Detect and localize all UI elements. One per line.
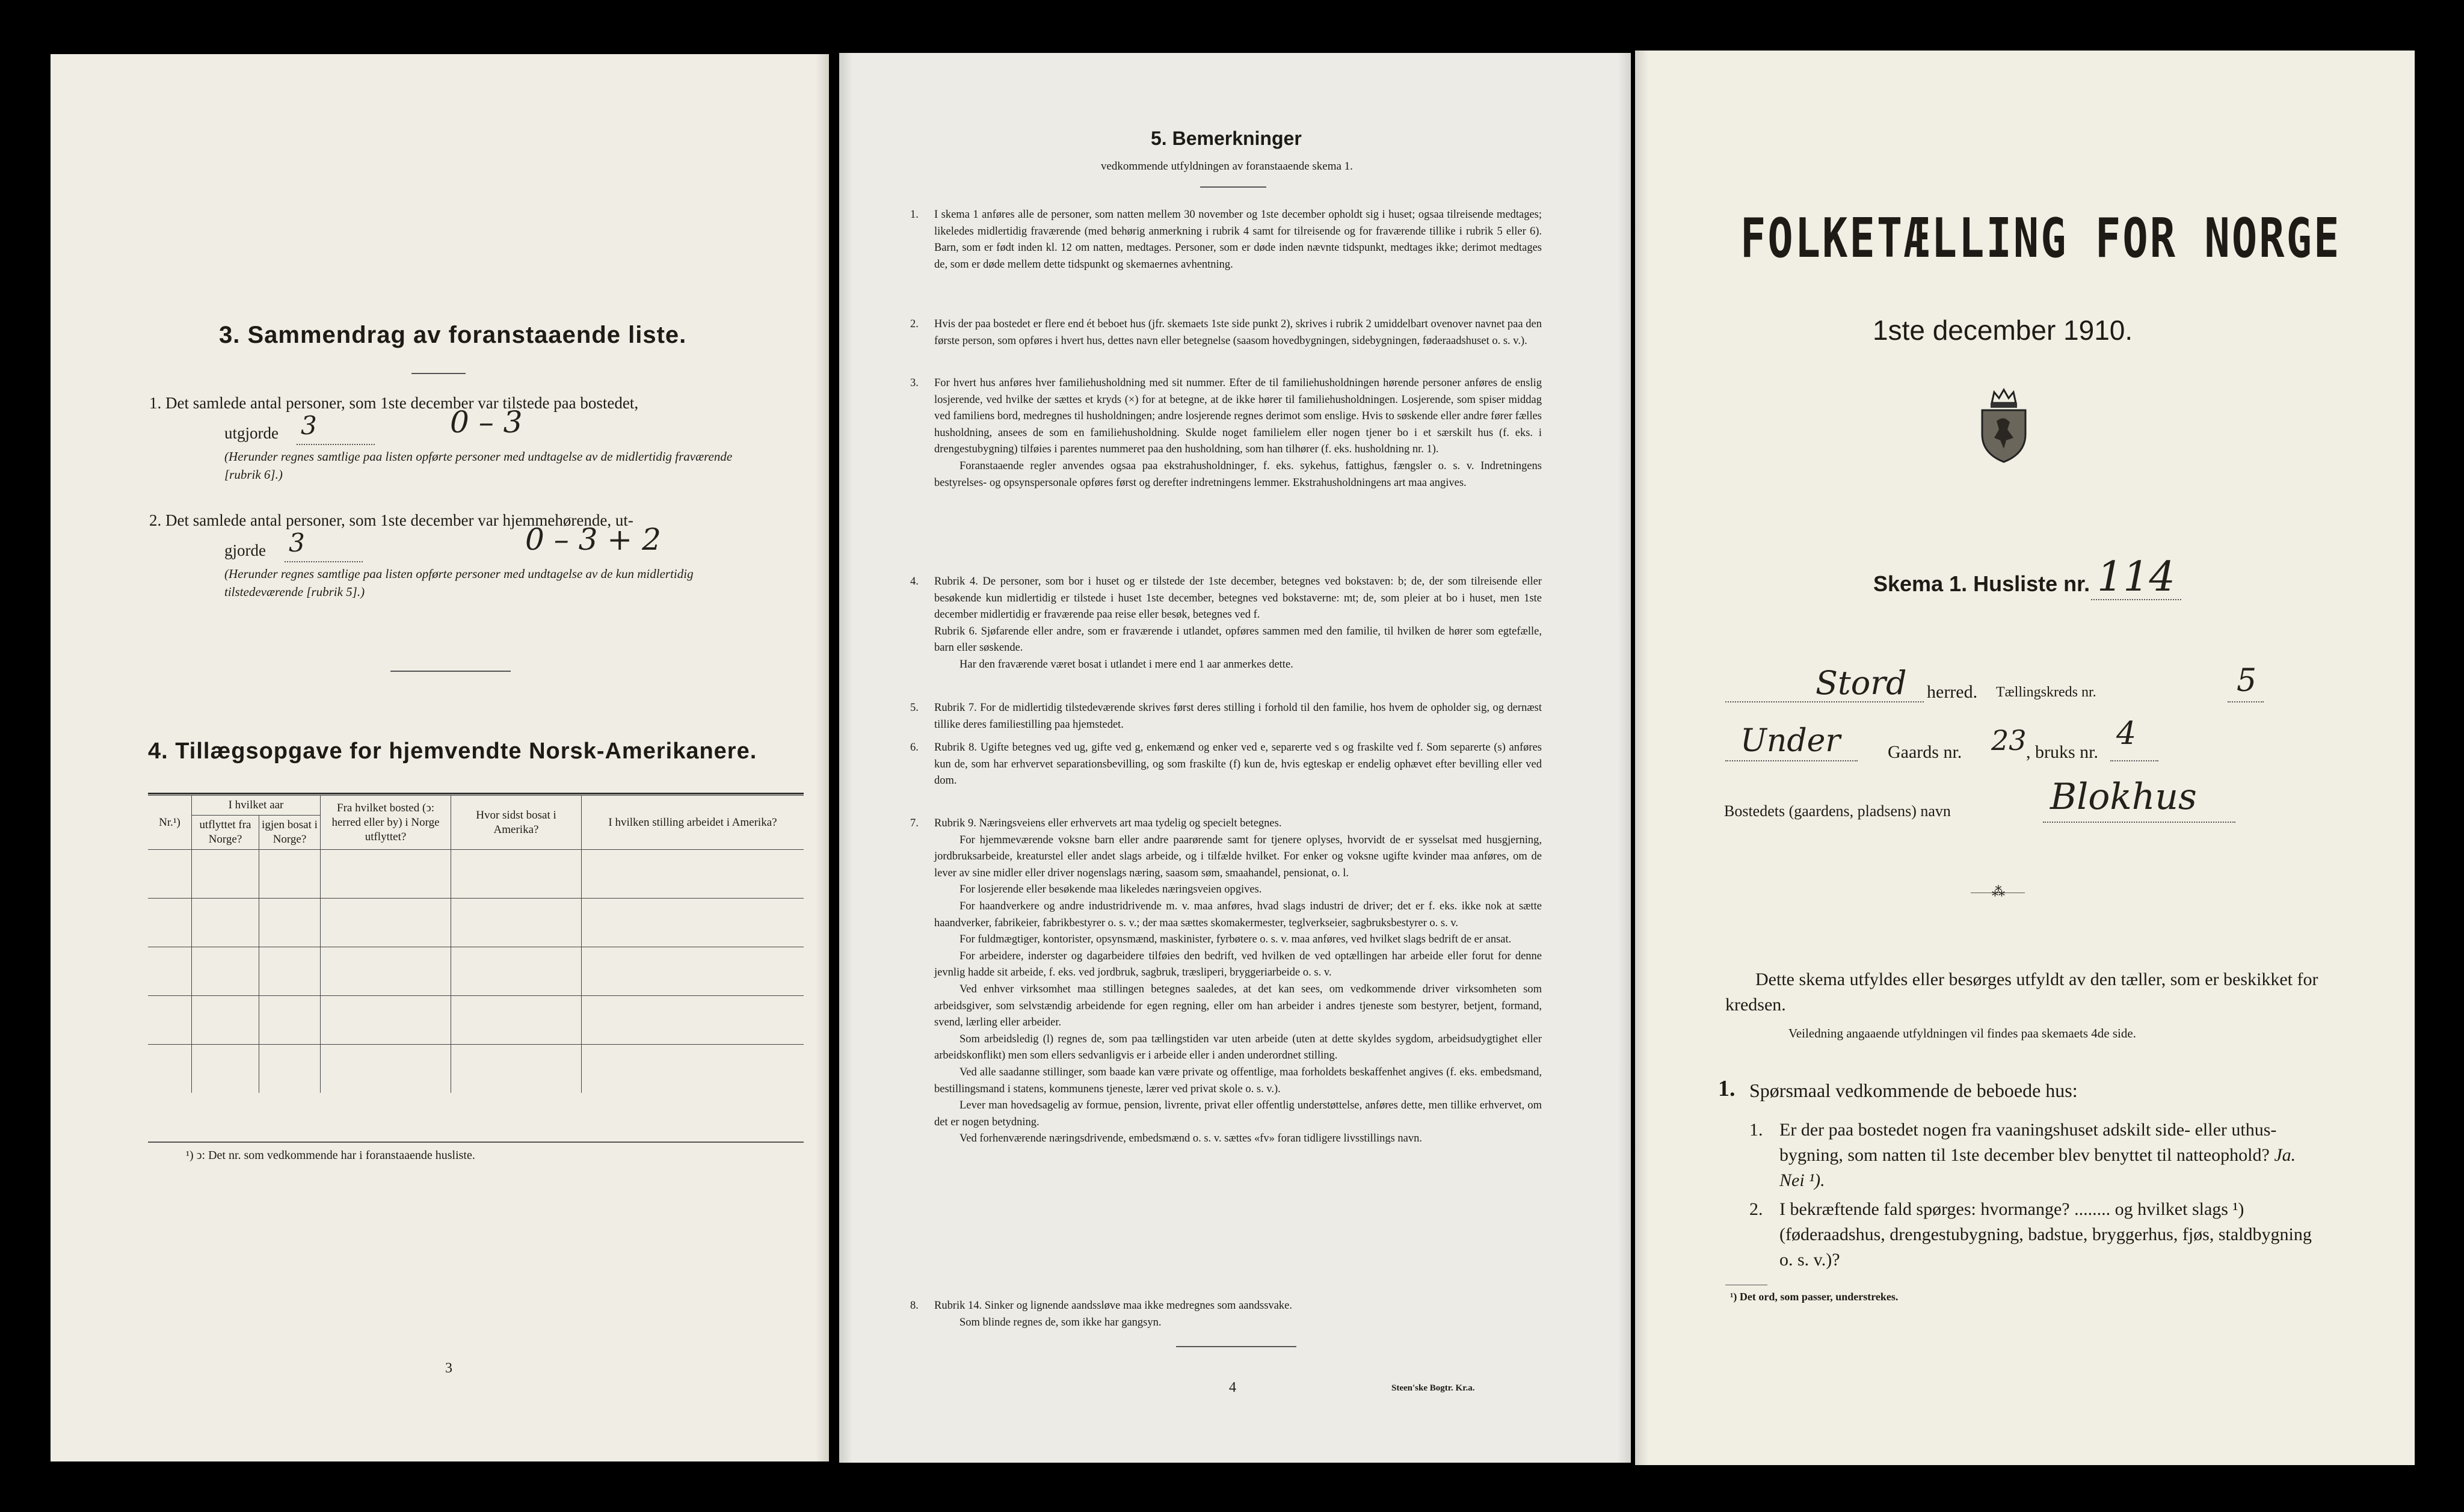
page-number: 4: [1229, 1380, 1236, 1395]
page-fold-shadow: [816, 54, 829, 1461]
col-fra-bosted: Fra hvilket bosted (ↄ: herred eller by) i Norge utflyttet?: [321, 796, 451, 850]
remark-text: Rubrik 9. Næringsveiens eller erhvervets art maa tydelig og specielt betegnes.: [934, 817, 1282, 829]
table-row: [148, 850, 804, 899]
remark-number: 3.: [910, 377, 919, 389]
remark-8: [910, 1298, 1542, 1331]
remark-6: [910, 740, 1542, 790]
question-1-number: 1.: [1749, 1120, 1763, 1140]
remark-text: Lever man hovedsagelig av formue, pension, livrente, privat eller offentlig understøttelse, anføres dette, men tillike erhvervet, om det er nogen betydning.: [934, 1099, 1542, 1128]
footnote: ¹) Det ord, som passer, understrekes.: [1730, 1291, 1899, 1303]
remark-text: Har den fraværende været bosat i utlandet i mere end 1 aar anmerkes dette.: [959, 658, 1293, 671]
summary-item-2-answer-line: [149, 522, 793, 565]
intro-text: Dette skema utfyldes eller besørges utfyldt av den tæller, som er beskikket for kredsen.: [1725, 970, 2318, 1015]
norsk-amerikanere-table: [148, 795, 804, 1093]
printer-mark: Steen'ske Bogtr. Kr.a.: [1391, 1383, 1475, 1393]
remark-text: Ved enhver virksomhet maa stillingen betegnes saaledes, at det kan sees, om vedkommende driver virksomheten som arbeidsgiver, som selvstændig arbeidende for egen regning, eller om han arbeider i andres tjeneste som bestyrer, betjent, formand, svend, lærling eller arbeider.: [934, 983, 1542, 1029]
herred-handwritten: Stord: [1816, 664, 1907, 702]
bruk-label: , bruks nr.: [2026, 742, 2098, 762]
remark-text: Ved forhenværende næringsdrivende, embedsmænd o. s. v. sættes «fv» foran tidligere livsstillings navn.: [959, 1132, 1423, 1145]
bosted-label: Bostedets (gaardens, pladsens) navn: [1724, 802, 1951, 820]
table-bottom-rule: [148, 1142, 804, 1143]
divider: [411, 373, 466, 374]
remark-1: [910, 207, 1542, 273]
remark-text: Som blinde regnes de, som ikke har gangsyn.: [959, 1316, 1162, 1329]
norway-coat-of-arms-icon: [1974, 386, 2034, 464]
remark-3: [910, 375, 1542, 491]
remark-text: For fuldmægtiger, kontorister, opsynsmænd, maskinister, fyrbøtere o. s. v. maa anføres, ved hvilket slags bedrift de er ansat.: [959, 933, 1512, 946]
remark-text: Rubrik 7. For de midlertidig tilstedeværende skrives først deres stilling i forhold til den familie, hos hvem de opholder sig, og dernæst tillike deres familiestilling paa hjemstedet.: [934, 702, 1542, 731]
table-row: [148, 1045, 804, 1093]
remark-number: 2.: [910, 318, 919, 330]
kreds-handwritten: 5: [2237, 663, 2257, 699]
question-1-answer-options: Ja. Nei ¹).: [1779, 1145, 2296, 1190]
remark-number: 5.: [910, 702, 919, 714]
remark-text: For hvert hus anføres hver familiehusholdning med sit nummer. Efter de til familiehusholdningen hørende personer anføres de enslig losjerende, ved hvilke der sættes et kryds (×) for at betegne, at de ikke hører til familiehusholdningen. Losjerende, som spiser middag ved familiens bord, medregnes til husholdningen; andre losjerende regnes derimot som enslige. Hvis to søskende eller andre fører fælles husholdning, ansees de som en familiehusholdning. Skulde noget familielem eller nogen tjener bo i et særskilt hus (f. eks. i drengestubygning) tilføies i parentes nummeret paa den husholdning, som han tilhører (f. eks. husholdning nr. 1).: [934, 377, 1542, 456]
dotted-line: [2228, 701, 2264, 702]
table-top-rule: [148, 793, 804, 794]
section4-heading: 4. Tillægsopgave for hjemvendte Norsk-Amerikanere.: [148, 739, 757, 764]
ornament-icon: ⁂: [1992, 884, 2005, 899]
remark-text: Som arbeidsledig (l) regnes de, som paa tællingstiden var uten arbeide (uten at dette skyldes sygdom, arbeidsudygtighet eller arbeidskonflikt) men som ellers sedvanligvis er i arbeide eller i anden underordnet stilling.: [934, 1033, 1542, 1062]
section3-heading: 3. Sammendrag av foranstaaende liste.: [219, 322, 687, 348]
remark-number: 7.: [910, 817, 919, 829]
col-stilling: I hvilken stilling arbeidet i Amerika?: [582, 796, 804, 850]
dotted-line: [2091, 599, 2181, 600]
question-2-text: I bekræftende fald spørges: hvormange? ........ og hvilket slags ¹) (føderaadshus, drengestubygning, badstue, bryggerhus, fjøs, staldbygning o. s. v.)?: [1779, 1199, 2312, 1270]
page-fold-shadow: [839, 53, 852, 1463]
remark-text: For losjerende eller besøkende maa likeledes næringsveien opgives.: [959, 884, 1262, 896]
bemerkninger-subheading: vedkommende utfyldningen av foranstaaende skema 1.: [1101, 160, 1353, 173]
gaard-number: 23: [1991, 724, 2027, 757]
remark-4: [910, 574, 1542, 674]
summary-item-1-text: 1. Det samlede antal personer, som 1ste december var tilstede paa bostedet,: [149, 394, 639, 412]
question-1: [1779, 1117, 2315, 1193]
summary-item-1-answer-line: [149, 405, 793, 447]
bruk-number: 4: [2116, 716, 2137, 752]
summary-item-2-text: 2. Det samlede antal personer, som 1ste december var hjemmehørende, ut-: [149, 511, 633, 529]
remark-2: [910, 316, 1542, 349]
remark-text: For hjemmeværende voksne barn eller andre paarørende samt for tjenere oplyses, hvorvidt de er sysselsat med husgjerning, jordbruksarbeide, kreaturstel eller andet slags arbeide, og i tilfælde hvilket. For enker og voksne ugifte kvinder maa anføres, om de lever av sine midler eller driver nogenslags næring, saasom søm, smaahandel, pensionat, o. l.: [934, 834, 1542, 879]
utgjorde-label: utgjorde: [224, 424, 279, 442]
page-fold-shadow: [1635, 51, 1648, 1465]
census-date: 1ste december 1910.: [1873, 315, 2133, 346]
remark-text: For haandverkere og andre industridrivende m. v. maa anføres, hvad slags industri de driver; det er f. eks. ikke nok at sætte haandverker, fabrikeier, fabrikbestyrer o. s. v.; der maa sættes skomakermester, teglverkseier, sagbruksbestyrer o. s. v.: [934, 900, 1542, 929]
gjorde-label: gjorde: [224, 541, 266, 559]
gjorde-handwritten: 0 – 3 + 2: [525, 522, 661, 557]
page-fold-shadow: [1618, 53, 1631, 1463]
col-utflyttet: utflyttet fra Norge?: [192, 816, 259, 850]
middle-page: [839, 53, 1631, 1463]
dotted-line: [1725, 760, 1858, 761]
summary-item-2: [149, 508, 793, 601]
dotted-line: [2043, 822, 2235, 823]
utgjorde-value: 3: [301, 411, 317, 440]
remark-text: Ved alle saadanne stillinger, som baade kan være private og offentlige, maa forholdets beskaffenhet angives (f. eks. embedsmand, bestillingsmand i statens, kommunens tjeneste, lærer ved privat skole o. s. v.).: [934, 1066, 1542, 1095]
remark-text: I skema 1 anføres alle de personer, som natten mellem 30 november og 1ste december opholdt sig i huset; ogsaa tilreisende medtages; likeledes midlertidig fraværende (med behørig anmerkning i rubrik 4 samt for tilreisende og for fraværende tillike i rubrik 5 eller 6). Barn, som er født inden kl. 12 om natten, medtages. Personer, som er døde inden nævnte tidspunkt, medtages ikke; derimot medtages de, som er døde mellem dette tidspunkt og skemaernes avhentning.: [934, 209, 1542, 271]
kreds-label: Tællingskreds nr.: [1996, 684, 2096, 700]
remark-text: For arbeidere, inderster og dagarbeidere tilføies den bedrift, ved hvilken de ved optællingen har arbeide eller forut for denne jevnlig hadde sit arbeide, f. eks. ved jordbruk, sagbruk, træsliperi, bryggeriarbeide o. s. v.: [934, 950, 1542, 979]
herred-label: herred.: [1927, 682, 1978, 702]
remark-number: 6.: [910, 742, 919, 754]
col-hvor-bosat: Hvor sidst bosat i Amerika?: [451, 796, 582, 850]
question-heading: Spørsmaal vedkommende de beboede hus:: [1749, 1080, 2078, 1101]
remark-number: 4.: [910, 576, 919, 588]
table-header-row: [148, 796, 804, 816]
summary-item-2-note: (Herunder regnes samtlige paa listen opførte personer med undtagelse av de kun midlertidig tilstedeværende [rubrik 5].): [224, 567, 694, 599]
right-page: [1635, 51, 2415, 1465]
bosted-handwritten: Blokhus: [2050, 776, 2197, 818]
question-1-text: Er der paa bostedet nogen fra vaaningshuset adskilt side- eller uthus-bygning, som natten til 1ste december blev benyttet til natteophold?: [1779, 1120, 2277, 1165]
remark-number: 8.: [910, 1300, 919, 1312]
remark-7: [910, 816, 1542, 1148]
remark-number: 1.: [910, 209, 919, 221]
dotted-line: [285, 561, 363, 562]
question-2-number: 2.: [1749, 1199, 1763, 1219]
utgjorde-handwritten: 0 – 3: [450, 405, 523, 440]
divider: [1176, 1346, 1296, 1347]
divider: [1200, 186, 1266, 188]
veiledning-text: Veiledning angaaende utfyldningen vil findes paa skemaets 4de side.: [1788, 1026, 2136, 1040]
remark-text: Rubrik 6. Sjøfarende eller andre, som er fraværende i utlandet, opføres sammen med den familie, til hvilken de hører som egtefælle, barn eller søskende.: [934, 625, 1542, 654]
dotted-line: [297, 444, 375, 445]
husliste-number: 114: [2097, 553, 2175, 601]
summary-item-1-note: (Herunder regnes samtlige paa listen opførte personer med undtagelse av de midlertidig fraværende [rubrik 6].): [224, 449, 733, 482]
col-year-group: I hvilket aar: [192, 796, 321, 816]
dotted-line: [2110, 760, 2158, 761]
page-number: 3: [445, 1360, 452, 1376]
gaard-label: Gaards nr.: [1888, 742, 1962, 762]
remark-text: Rubrik 14. Sinker og lignende aandssløve maa ikke medregnes som aandssvake.: [934, 1300, 1292, 1312]
question-heading-number: 1.: [1718, 1076, 1736, 1101]
census-title: FOLKETÆLLING FOR NORGE: [1740, 207, 2341, 270]
divider: [390, 671, 511, 672]
table-footnote: ¹) ↄ: Det nr. som vedkommende har i foranstaaende husliste.: [186, 1149, 475, 1162]
remark-5: [910, 700, 1542, 733]
skema-label: Skema 1. Husliste nr.: [1873, 571, 2090, 596]
remark-text: Foranstaaende regler anvendes ogsaa paa ekstrahusholdninger, f. eks. sykehus, fattighus, fængsler o. s. v. Indretningens bestyrelses- og opsynspersonale opføres først og derefter indretningens lemmer. Ekstrahusholdningens art maa angives.: [934, 459, 1542, 489]
remark-text: Hvis der paa bostedet er flere end ét beboet hus (jfr. skemaets 1ste side punkt 2), skrives i rubrik 2 umiddelbart ovenover navnet paa den første person, som opføres i hvert hus, dettes navn eller betegnelse (saasom hovedbygningen, sidebygningen, føderaadshuset o. s. v.).: [934, 318, 1542, 347]
col-igjen-bosat: igjen bosat i Norge?: [259, 816, 321, 850]
left-page: [51, 54, 829, 1461]
bemerkninger-heading: 5. Bemerkninger: [1151, 128, 1302, 149]
remark-text: Rubrik 8. Ugifte betegnes ved ug, gifte ved g, enkemænd og enker ved e, separerte ved s og fraskilte ved f. Som separerte (s) anføres kun de, som har erhvervet separationsbevilling, og som fraskilte (f) kun de, hvis egteskap er endelig ophævet efter bevilling eller ved dom.: [934, 742, 1542, 787]
gjorde-value: 3: [289, 528, 305, 558]
table-row: [148, 947, 804, 996]
summary-item-1: [149, 391, 793, 484]
gaard-handwritten: Under: [1740, 723, 1841, 759]
table-row: [148, 899, 804, 947]
col-nr: Nr.¹): [148, 796, 192, 850]
table-row: [148, 996, 804, 1045]
remark-text: Rubrik 4. De personer, som bor i huset og er tilstede der 1ste december, betegnes ved bokstaven: b; de, der som tilreisende eller besøkende kun midlertidig er tilstede i huset 1ste december, betegnes ved bokstaverne: mt; de, som pleier at bo i huset, men 1ste december midlertidig er fraværende paa reise eller besøk, betegnes ved f.: [934, 576, 1542, 621]
